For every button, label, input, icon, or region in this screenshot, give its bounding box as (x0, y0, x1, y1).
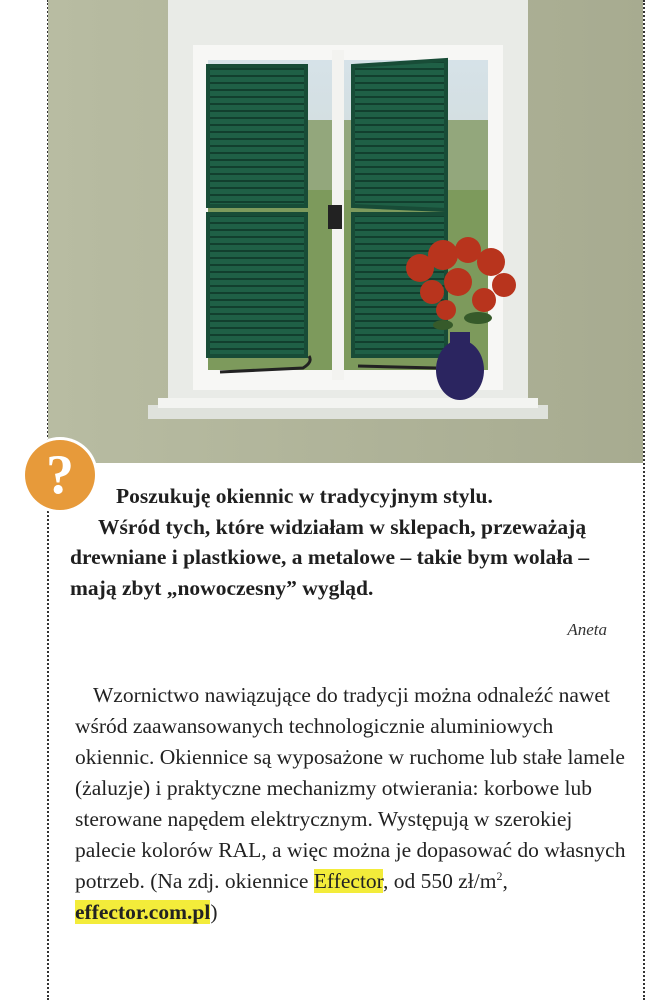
brand-highlight: Effector (313, 869, 383, 893)
price-unit-superscript: 2 (496, 868, 503, 883)
answer-paragraph (75, 680, 630, 928)
expert-answer (75, 680, 630, 928)
answer-text: Wzornictwo nawiązujące do tradycji można odnaleźć nawet wśród zaawansowanych technologicznie aluminiowych okiennic. Okiennice są wyposażone w ruchome lub stałe lamele (żaluzje) i praktyczne mechanizmy otwierania: korbowe lub sterowane napędem elektrycznym. Występują w szerokiej palecie kolorów RAL, a więc można je dopasować do własnych potrzeb. (Na zdj. okiennice (75, 683, 626, 893)
question-body: Wśród tych, które widziałam w sklepach, przeważają drewniane i plastkiowe, a metalowe – takie bym wolała – mają zbyt „nowoczesny” wygląd. (70, 514, 590, 600)
reader-question (70, 481, 615, 603)
window-photo (48, 0, 643, 463)
question-line-1: Poszukuję okiennic w tradycyjnym stylu. (116, 484, 493, 508)
price-text: , od 550 zł/m (382, 869, 497, 893)
comma-text: , (502, 869, 508, 893)
closing-paren: ) (210, 900, 218, 924)
website-link[interactable]: effector.com.pl (75, 900, 211, 924)
question-mark-icon: ? (25, 440, 95, 510)
question-author: Aneta (567, 620, 607, 639)
right-dotted-border (643, 0, 645, 1000)
